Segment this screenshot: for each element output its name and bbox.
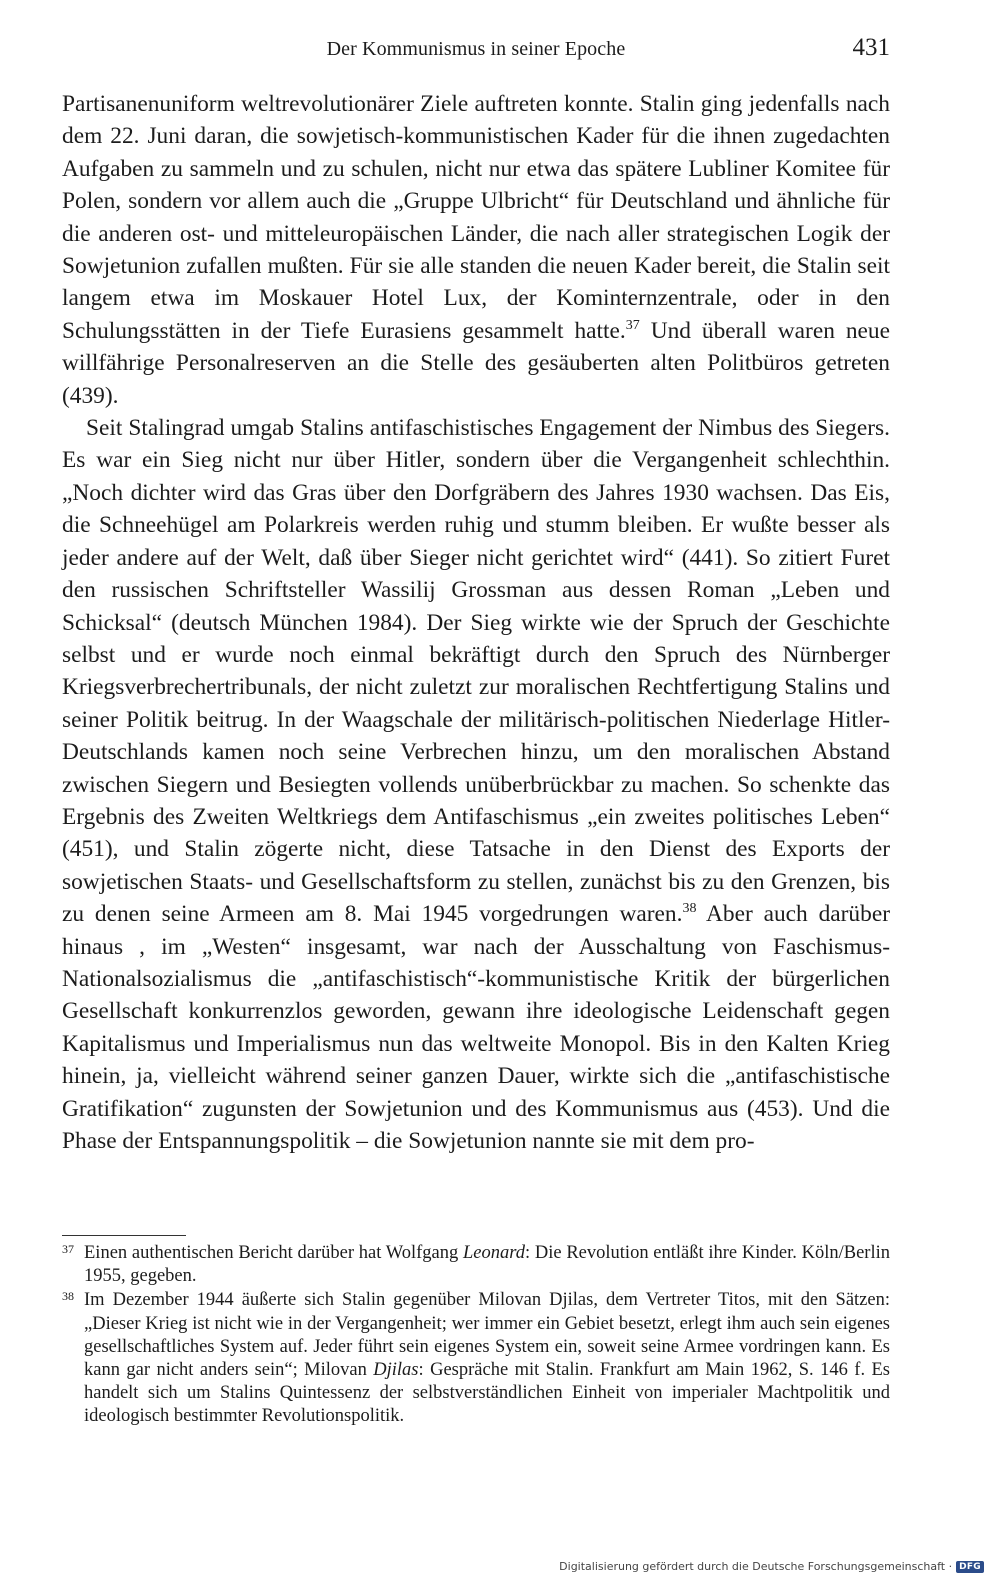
credit-text: Digitalisierung gefördert durch die Deutsche Forschungsgemeinschaft ·	[559, 1560, 953, 1573]
footnote-divider	[62, 1235, 186, 1236]
main-text	[62, 88, 890, 1157]
footnote-text	[84, 1242, 890, 1288]
footnote-text-part: : Die Revolution entläßt ihre Kinder. Köln/Berlin 1955, gegeben.	[84, 1243, 890, 1287]
paragraph-text: Seit Stalingrad umgab Stalins antifaschistisches Engagement der Nimbus des Siegers. Es war ein Sieg nicht nur über Hitler, sondern über die Vergangenheit schlechthin. „Noch dichter wird das Gras über den Dorfgräbern des Jahres 1930 wachsen. Das Eis, die Schneehügel am Polarkreis werden ruhig und stumm bleiben. Er wußte besser als jeder andere auf der Welt, daß über Sieger nicht gerichtet wird“ (441). So zitiert Furet den russischen Schriftsteller Wassilij Grossman aus dessen Roman „Leben und Schicksal“ (deutsch München 1984). Der Sieg wirkte wie der Spruch der Geschichte selbst und er wurde noch einmal bekräftigt durch den Spruch des Nürnberger Kriegsverbrechertribunals, der nicht zuletzt zur moralischen Rechtfertigung Stalins und seiner Politik beitrug. In der Waagschale der militärisch-politischen Niederlage Hitler-Deutschlands kamen noch seine Verbrechen hinzu, um den moralischen Abstand zwischen Siegern und Besiegten vollends unüberbrückbar zu machen. So schenkte das Ergebnis des Zweiten Weltkriegs dem Antifaschismus „ein zweites politisches Leben“ (451), und Stalin zögerte nicht, diese Tatsache in den Dienst des Exports der sowjetischen Staats- und Gesellschaftsform zu stellen, zunächst bis zu den Grenzen, bis zu denen seine Armeen am 8. Mai 1945 vorgedrungen waren.	[62, 415, 890, 928]
footnote-author: Leonard	[463, 1243, 526, 1263]
paragraph	[62, 412, 890, 1157]
footnote-reference: 38	[682, 901, 697, 917]
footnote-text-part: Einen authentischen Bericht darüber hat Wolfgang	[84, 1243, 463, 1263]
paragraph-text: Und überall waren neue willfährige Personalreserven an die Stelle des gesäuberten alten Politbüros getreten (439).	[62, 317, 890, 409]
footnote-number: 37	[62, 1242, 74, 1256]
paragraph	[62, 88, 890, 412]
footnotes	[62, 1242, 890, 1430]
digitization-credit	[559, 1560, 984, 1573]
footnote-number: 38	[62, 1289, 74, 1304]
book-page	[62, 0, 890, 1581]
running-title: Der Kommunismus in seiner Epoche	[326, 38, 626, 60]
running-header	[62, 36, 890, 66]
paragraph-text: Partisanenuniform weltrevolutionärer Ziele auftreten konnte. Stalin ging jedenfalls nach dem 22. Juni daran, die sowjetisch-kommunistischen Kader für die ihnen zugedachten Aufgaben zu sammeln und zu schulen, nicht nur etwa das spätere Lubliner Komitee für Polen, sondern vor allem auch die „Gruppe Ulbricht“ für Deutschland und ähnliche für die anderen ost- und mitteleuropäischen Länder, die nach aller strategischen Logik der Sowjetunion zufallen mußten. Für sie alle standen die neuen Kader bereit, die Stalin seit langem etwa im Moskauer Hotel Lux, der Kominternzentrale, oder in den Schulungsstätten in der Tiefe Eurasiens gesammelt hatte.	[62, 91, 890, 344]
page-number: 431	[852, 34, 890, 61]
footnote	[62, 1289, 890, 1428]
footnote-text	[84, 1289, 890, 1428]
paragraph-text: Aber auch darüber hinaus , im „Westen“ insgesamt, war nach der Ausschaltung von Faschismus-Nationalsozialismus die „antifaschistisch“-kommunistische Kritik der bürgerlichen Gesellschaft konkurrenzlos geworden, gewann ihre ideologische Leidenschaft gegen Kapitalismus und Imperialismus nun das weltweite Monopol. Bis in den Kalten Krieg hinein, ja, vielleicht während seiner ganzen Dauer, wirkte sich die „antifaschistische Gratifikation“ zugunsten der Sowjetunion und des Kommunismus aus (453). Und die Phase der Entspannungspolitik – die Sowjetunion nannte sie mit dem pro-	[62, 901, 890, 1154]
dfg-logo-icon: DFG	[956, 1561, 984, 1573]
footnote-author: Djilas	[373, 1360, 419, 1381]
footnote-reference: 37	[625, 317, 640, 333]
footnote-text-part: Im Dezember 1944 äußerte sich Stalin gegenüber Milovan Djilas, dem Vertreter Titos, mit den Sätzen: „Dieser Krieg ist nicht wie in der Vergangenheit; wer immer ein Gebiet besetzt, erlegt ihm auch sein eigenes gesellschaftliches System auf. Jeder führt sein eigenes System ein, soweit seine Armee vordringen kann. Es kann gar nicht anders sein“; Milovan	[84, 1290, 890, 1381]
footnote-text-part: : Gespräche mit Stalin. Frankfurt am Main 1962, S. 146 f. Es handelt sich um Stalins Quintessenz der selbstverständlichen Einheit von imperialer Machtpolitik und ideologisch bestimmter Revolutionspolitik.	[84, 1360, 890, 1427]
footnote	[62, 1242, 890, 1288]
